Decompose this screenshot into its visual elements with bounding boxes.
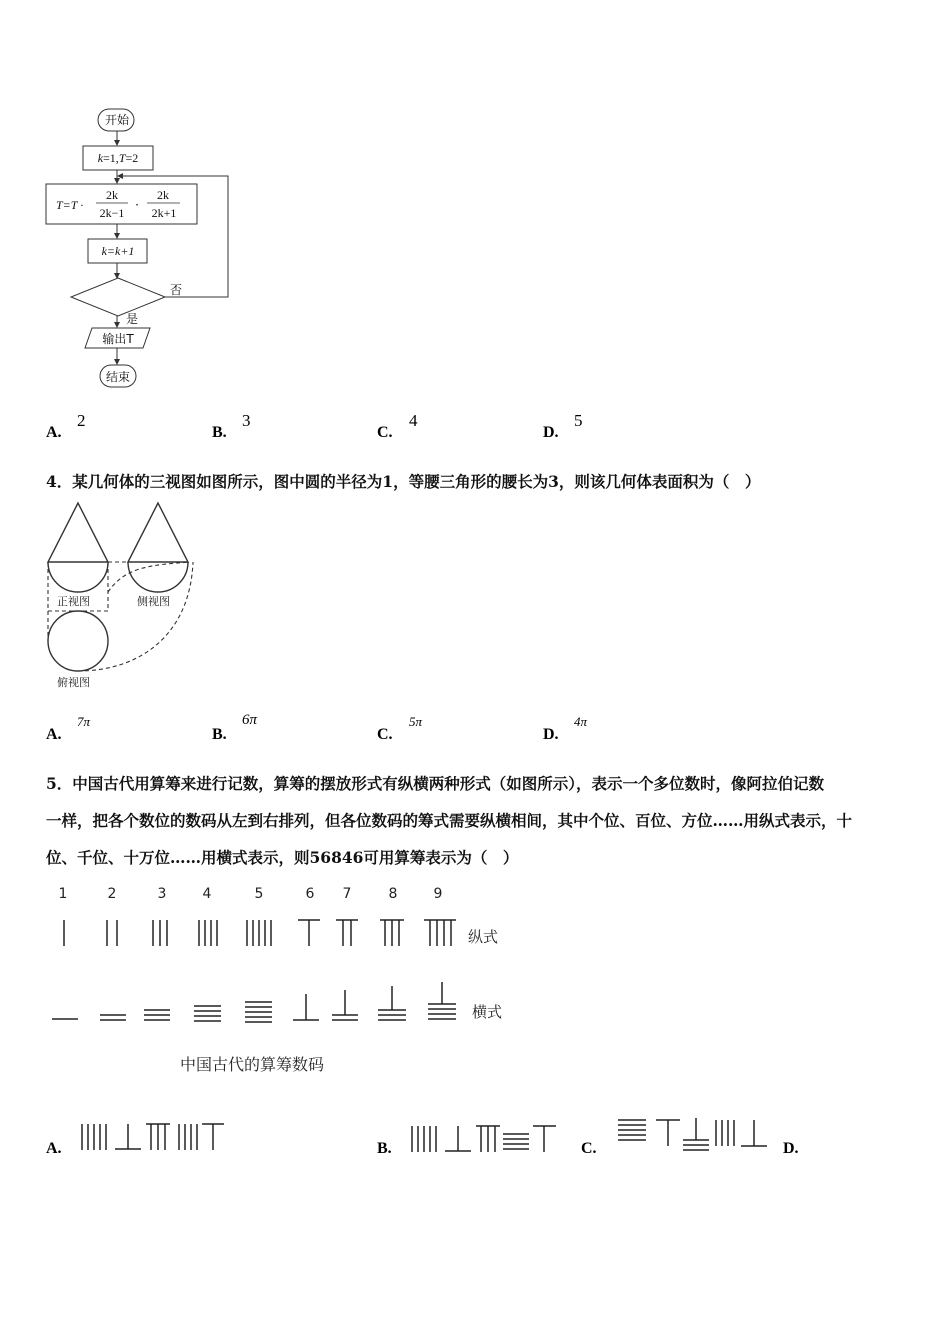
digit-6: 6 <box>305 886 315 902</box>
vertical-8 <box>380 920 404 946</box>
init-T: T <box>118 151 126 165</box>
vertical-4 <box>199 920 217 946</box>
horizontal-form-label: 横式 <box>472 1003 503 1021</box>
q4-option-b-value: 6π <box>242 712 258 728</box>
init-k: k <box>97 151 104 165</box>
q4-option-c-value: 5π <box>409 714 423 729</box>
horizontal-7 <box>332 990 358 1020</box>
q3-option-a-value: 2 <box>77 411 86 430</box>
front-view-label: 正视图 <box>57 595 90 608</box>
horizontal-5 <box>245 1002 272 1022</box>
frac1-den: 2k−1 <box>99 206 125 220</box>
q5-line-1: 5．中国古代用算筹来进行记数，算筹的摆放形式有纵横两种形式（如图所示），表示一个多位数时，像阿拉伯记数 <box>46 774 825 793</box>
digit-9: 9 <box>433 886 443 902</box>
digit-8: 8 <box>388 886 398 902</box>
q5-option-c-rods <box>614 1114 770 1158</box>
output-label: 输出T <box>102 332 134 346</box>
vertical-form-label: 纵式 <box>468 928 499 946</box>
side-view-semicircle <box>128 562 188 592</box>
q3-option-a-label: A. <box>46 424 62 441</box>
vertical-2 <box>107 920 117 946</box>
q4-option-a-label: A. <box>46 726 62 743</box>
q4-option-d-label: D. <box>543 726 559 743</box>
q3-option-d-label: D. <box>543 424 559 441</box>
flowchart <box>0 0 260 400</box>
side-view-label: 侧视图 <box>137 595 170 608</box>
q3-option-c-value: 4 <box>409 411 418 430</box>
digit-7: 7 <box>342 886 352 902</box>
horizontal-4 <box>194 1006 221 1021</box>
horizontal-8 <box>378 986 406 1020</box>
q3-option-d-value: 5 <box>574 411 583 430</box>
q5-line-3: 位、千位、十万位……用横式表示，则56846可用算筹表示为（ ） <box>46 848 519 867</box>
compute-dot: · <box>135 198 139 212</box>
start-label: 开始 <box>104 113 130 127</box>
q4-option-c-label: C. <box>377 726 393 743</box>
front-view-semicircle <box>48 562 108 592</box>
no-label: 否 <box>170 283 183 297</box>
digit-4: 4 <box>202 886 212 902</box>
compute-lhs: T=T · <box>56 198 84 212</box>
vertical-7 <box>336 920 358 946</box>
q5-option-b-rods <box>408 1120 560 1154</box>
q5-option-c-label: C. <box>581 1140 597 1157</box>
vertical-9 <box>424 920 456 946</box>
frac1-num: 2k <box>106 188 118 202</box>
vertical-3 <box>153 920 167 946</box>
digit-3: 3 <box>157 886 167 902</box>
q5-line-2: 一样，把各个数位的数码从左到右排列，但各位数码的筹式需要纵横相间，其中个位、百位、方位……用纵式表示，十 <box>46 811 853 830</box>
yes-label: 是 <box>126 312 139 326</box>
rod-numerals-table <box>40 878 520 1078</box>
decision-diamond <box>71 278 165 316</box>
end-label: 结束 <box>105 370 131 384</box>
q5-option-d-label: D. <box>783 1140 799 1157</box>
three-view-figure <box>40 495 220 695</box>
digit-5: 5 <box>254 886 264 902</box>
q4-option-a-value: 7π <box>77 714 91 729</box>
front-view-triangle <box>48 503 108 562</box>
digit-1: 1 <box>58 886 68 902</box>
horizontal-6 <box>293 994 319 1020</box>
horizontal-9 <box>428 982 456 1019</box>
q5-option-b-label: B. <box>377 1140 392 1157</box>
rod-caption: 中国古代的算筹数码 <box>180 1055 325 1074</box>
vertical-5 <box>247 920 271 946</box>
q4-option-b-label: B. <box>212 726 227 743</box>
q5-option-a-label: A. <box>46 1140 62 1157</box>
q3-option-c-label: C. <box>377 424 393 441</box>
frac2-num: 2k <box>157 188 169 202</box>
vertical-6 <box>298 920 320 946</box>
q3-option-b-label: B. <box>212 424 227 441</box>
top-view-label: 俯视图 <box>57 676 90 689</box>
frac2-den: 2k+1 <box>151 206 177 220</box>
horizontal-3 <box>144 1010 170 1020</box>
init-eq2: =2 <box>125 151 139 165</box>
q4-option-d-value: 4π <box>574 714 588 729</box>
init-eq1: =1, <box>103 151 119 165</box>
increment-label: k=k+1 <box>101 244 135 258</box>
side-view-triangle <box>128 503 188 562</box>
q3-option-b-value: 3 <box>242 411 251 430</box>
q5-option-a-rods <box>78 1120 228 1154</box>
horizontal-2 <box>100 1015 126 1020</box>
q4-text: 4．某几何体的三视图如图所示，图中圆的半径为1，等腰三角形的腰长为3，则该几何体表面积为（ ） <box>46 472 761 491</box>
top-view-circle <box>48 611 108 671</box>
svg-text:k=1,T=2 <box>98 151 139 165</box>
digit-2: 2 <box>107 886 117 902</box>
